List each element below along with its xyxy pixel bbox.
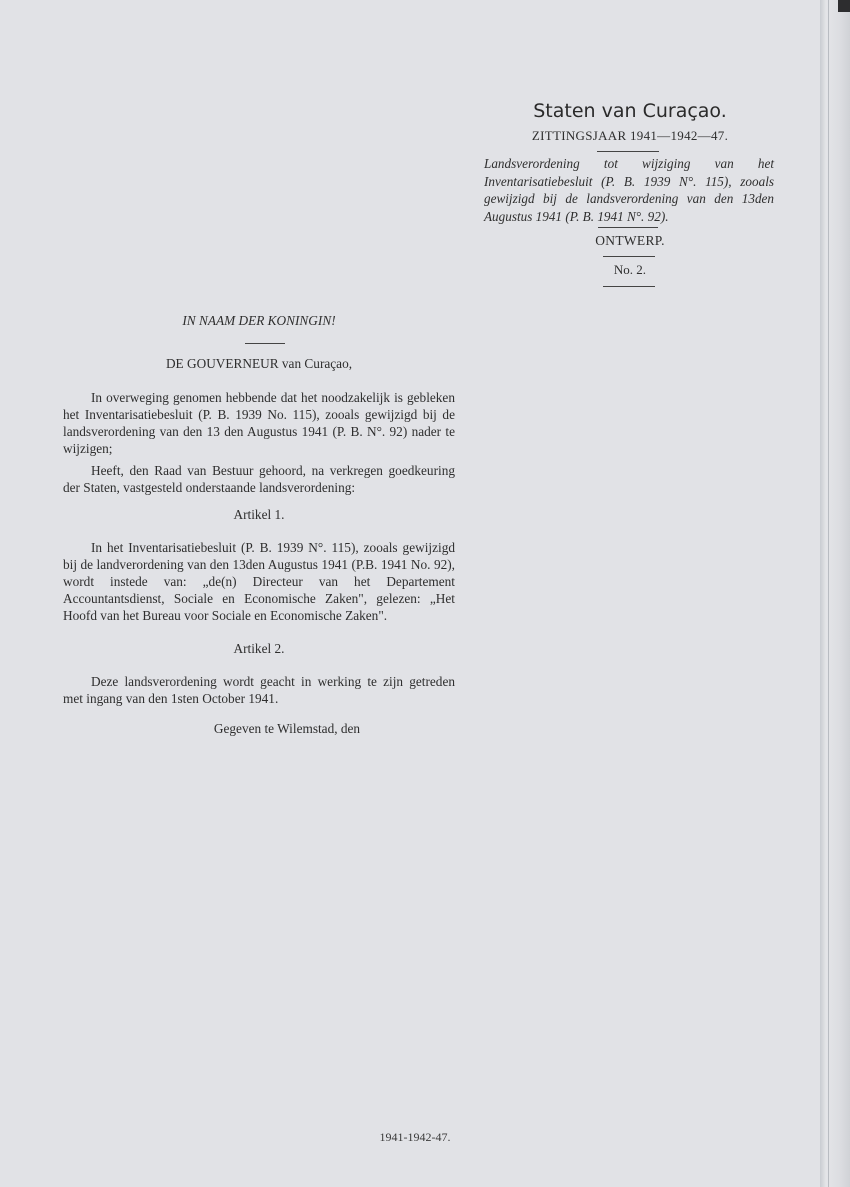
scan-corner-mark (838, 0, 850, 12)
article-2-text: Deze landsverordening wordt geacht in werking te zijn getreden met ingang van den 1sten October 1941. (63, 674, 455, 706)
article-1-text: In het Inventarisatiebesluit (P. B. 1939 N°. 115), zooals gewijzigd bij de landverordening van den 13den Augustus 1941 (P.B. 1941 No. 92), wordt instede van: „de(n) Directeur van het Departement Accountantsdienst, Sociale en Economische Zaken", gelezen: „Het Hoofd van het Bureau voor Sociale en Economische Zaken". (63, 540, 455, 623)
document-title: Staten van Curaçao. (533, 100, 727, 122)
page-fold-line (828, 0, 829, 1187)
document-code: 1941-1942-47. (379, 1130, 451, 1144)
enactment-paragraph: Heeft, den Raad van Bestuur gehoord, na verkregen goedkeuring der Staten, vastgesteld onderstaande landsverordening: (63, 463, 455, 495)
governor-line: DE GOUVERNEUR van Curaçao, (165, 356, 353, 371)
divider (245, 343, 285, 344)
divider (597, 151, 659, 152)
given-at-line: Gegeven te Wilemstad, den (213, 721, 361, 736)
draft-number: No. 2. (613, 262, 647, 277)
adjacent-page-edge (820, 0, 850, 1187)
divider (603, 286, 655, 287)
considering-paragraph: In overweging genomen hebbende dat het noodzakelijk is gebleken het Inventarisatiebesluit (P. B. 1939 No. 115), zooals gewijzigd bij de landsverordening van den 13 den Augustus 1941 (P. B. N°. 92) nader te wijzigen; (63, 390, 455, 456)
article-2-heading: Artikel 2. (233, 641, 285, 656)
article-1-heading: Artikel 1. (233, 507, 285, 522)
divider (603, 256, 655, 257)
draft-label: ONTWERP. (595, 233, 665, 248)
ordinance-description: Landsverordening tot wijziging van het Inventarisatiebesluit (P. B. 1939 N°. 115), zooals gewijzigd bij de landsverordening van den 13den Augustus 1941 (P. B. 1941 N°. 92). (484, 156, 774, 224)
session-year: ZITTINGSJAAR 1941—1942—47. (531, 128, 729, 143)
divider (598, 227, 658, 228)
invocation: IN NAAM DER KONINGIN! (182, 313, 336, 328)
